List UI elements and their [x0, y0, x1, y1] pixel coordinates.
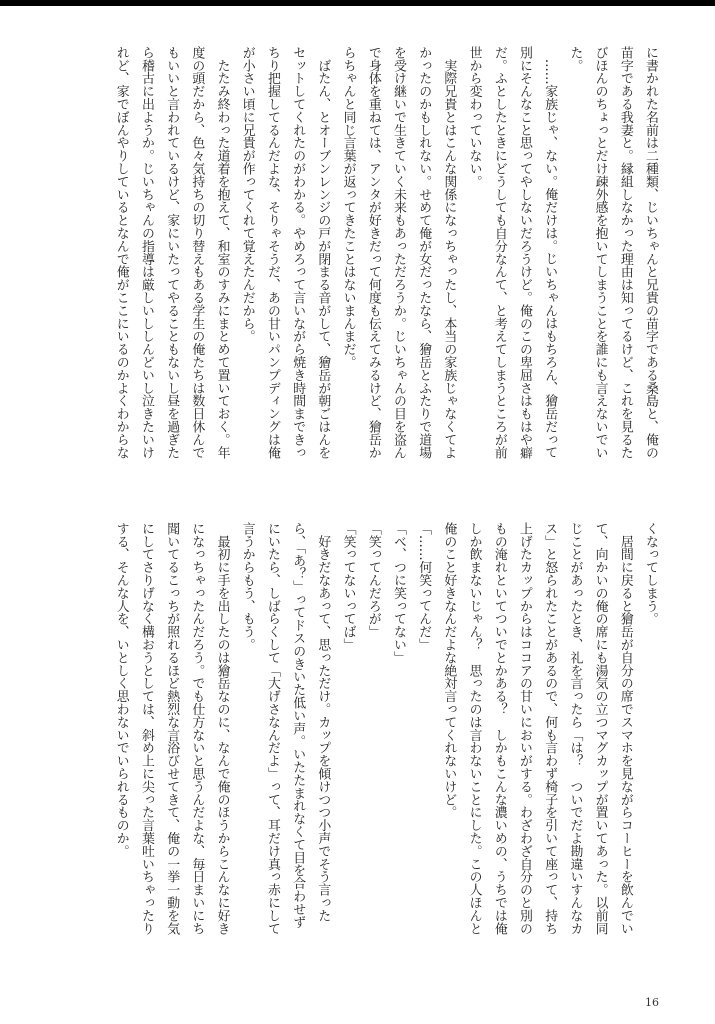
text-line: ら稽古に出ようか。じいちゃんの指導は厳しいししんどいし泣きたいけ — [138, 46, 154, 459]
text-line: くなってしまう。 — [643, 522, 658, 626]
text-line: 好きだなあって、思っただけ。カップを傾けつつ小声でそう言った — [315, 522, 331, 922]
text-line: 苗字である我妻と。縁組しなかった理由は知ってるけど、これを見るた — [617, 46, 633, 459]
text-line: する、そんな人を、いとしく思わないでいられるものか。 — [113, 522, 129, 858]
text-line: ばたん、とオーブンレンジの戸が閉まる音がして、獪岳が朝ごはんを — [315, 46, 331, 459]
text-line: 「……何笑ってんだ」 — [416, 522, 432, 651]
text-line: 別にそんなこと思ってやしないだろうけど。俺のこの卑屈さはもはや癖 — [516, 46, 532, 459]
text-line: に書かれた名前は二種類、じいちゃんと兄貴の苗字である桑島と、俺の — [643, 46, 658, 459]
text-line: じことがあったとき、礼を言ったら「は？ ついでだよ勘違いすんなカ — [567, 522, 583, 935]
text-line: にいたら、しばらくして「大げさなんだよ」って、耳だけ真っ赤にして — [264, 522, 280, 935]
text-line: もいいと言われているけど、家にいたってやることもないし昼を過ぎた — [164, 46, 180, 459]
text-line: だ。ふとしたときにどうしても自分なんて、と考えてしまうところが前 — [491, 46, 507, 459]
text-line: しか飲まないじゃん？ 思ったのは言わないことにした。この人ほんと — [466, 522, 482, 935]
text-line: 上げたカップからはココアの甘いにおいがする。わざわざ自分のと別の — [516, 522, 532, 935]
text-line: を受け継いで生きていく未来もあっただろうか。じいちゃんの目を盗ん — [390, 46, 406, 459]
text-line: た。 — [567, 46, 583, 72]
text-line: 言うからもう、もう。 — [239, 522, 255, 651]
text-line: かったのかもしれない。せめて俺が女だったなら、獪岳とふたりで道場 — [416, 46, 432, 459]
upper-text-block — [109, 46, 663, 476]
text-line: ス」と怒られたことがあるので、何も言わず椅子を引いて座って、持ち — [542, 522, 558, 935]
text-line: ちり把握してるんだよな、そりゃそうだ、あの甘いパンプディングは俺 — [264, 46, 280, 459]
text-line: びほんのちょっとだけ疎外感を抱いてしまうことを誰にも言えないでい — [592, 46, 608, 459]
text-line: 実際兄貴とはこんな関係になっちゃったし、本当の家族じゃなくてよ — [441, 46, 457, 459]
text-line: 世から変わっていない。 — [466, 46, 482, 188]
text-line: もの淹れといてついでとかある？ しかもこんな濃いめの、うちでは俺 — [491, 522, 507, 935]
text-line: で身体を重ねては、アンタが好きだって何度も伝えてみるけど、獪岳か — [365, 46, 381, 459]
text-line: て、向かいの俺の席にも湯気の立つマグカップが置いてあった。以前同 — [592, 522, 608, 935]
text-line: 最初に手を出したのは獪岳なのに、なんで俺のほうからこんなに好き — [214, 522, 230, 935]
text-line: 聞いてるこっちが照れるほど熱烈な言浴びせてきて、俺の一挙一動を気 — [164, 522, 180, 935]
text-line: 俺のこと好きなんだよな絶対言ってくれないけど。 — [441, 522, 457, 819]
text-line: 「笑ってないってば」 — [340, 522, 356, 651]
text-line: 「べ、つに笑ってない」 — [390, 522, 406, 664]
text-line: ら、「あ？」ってドスのきいた低い声。いたたまれなくて目を合わせず — [290, 522, 306, 929]
page-number: 16 — [645, 996, 659, 1009]
top-border — [0, 0, 715, 6]
text-line: 居間に戻ると獪岳が自分の席でスマホを見ながらコーヒーを飲んでい — [617, 522, 633, 935]
text-line: 「笑ってんだろが」 — [365, 522, 381, 639]
lower-text-block — [109, 522, 663, 952]
text-line: れど、家でぼんやりしているとなんで俺がここにいるのかよくわからな — [113, 46, 129, 459]
text-line: セットしてくれたのがわかる。やめろって言いながら焼き時間まできっ — [290, 46, 306, 459]
text-line: 度の頭だから、色々気持ちの切り替えもある学生の俺たちは数日休んで — [189, 46, 205, 459]
text-line: たたみ終わった道着を抱えて、和室のすみにまとめて置いておく。年 — [214, 46, 230, 459]
text-line: が小さい頃に兄貴が作ってくれて覚えたんだから。 — [239, 46, 255, 343]
text-line: ……家族じゃ、ない。俺だけは。じいちゃんはもちろん、獪岳だって — [542, 46, 558, 459]
text-line: になっちゃったんだろう。でも仕方ないと思うんだよな、毎日まいにち — [189, 522, 205, 935]
text-line: にしてさりげなく構おうとしては、斜め上に尖った言葉吐いちゃったり — [138, 522, 154, 935]
text-line: らちゃんと同じ言葉が返ってきたことはないまんまだ。 — [340, 46, 356, 369]
